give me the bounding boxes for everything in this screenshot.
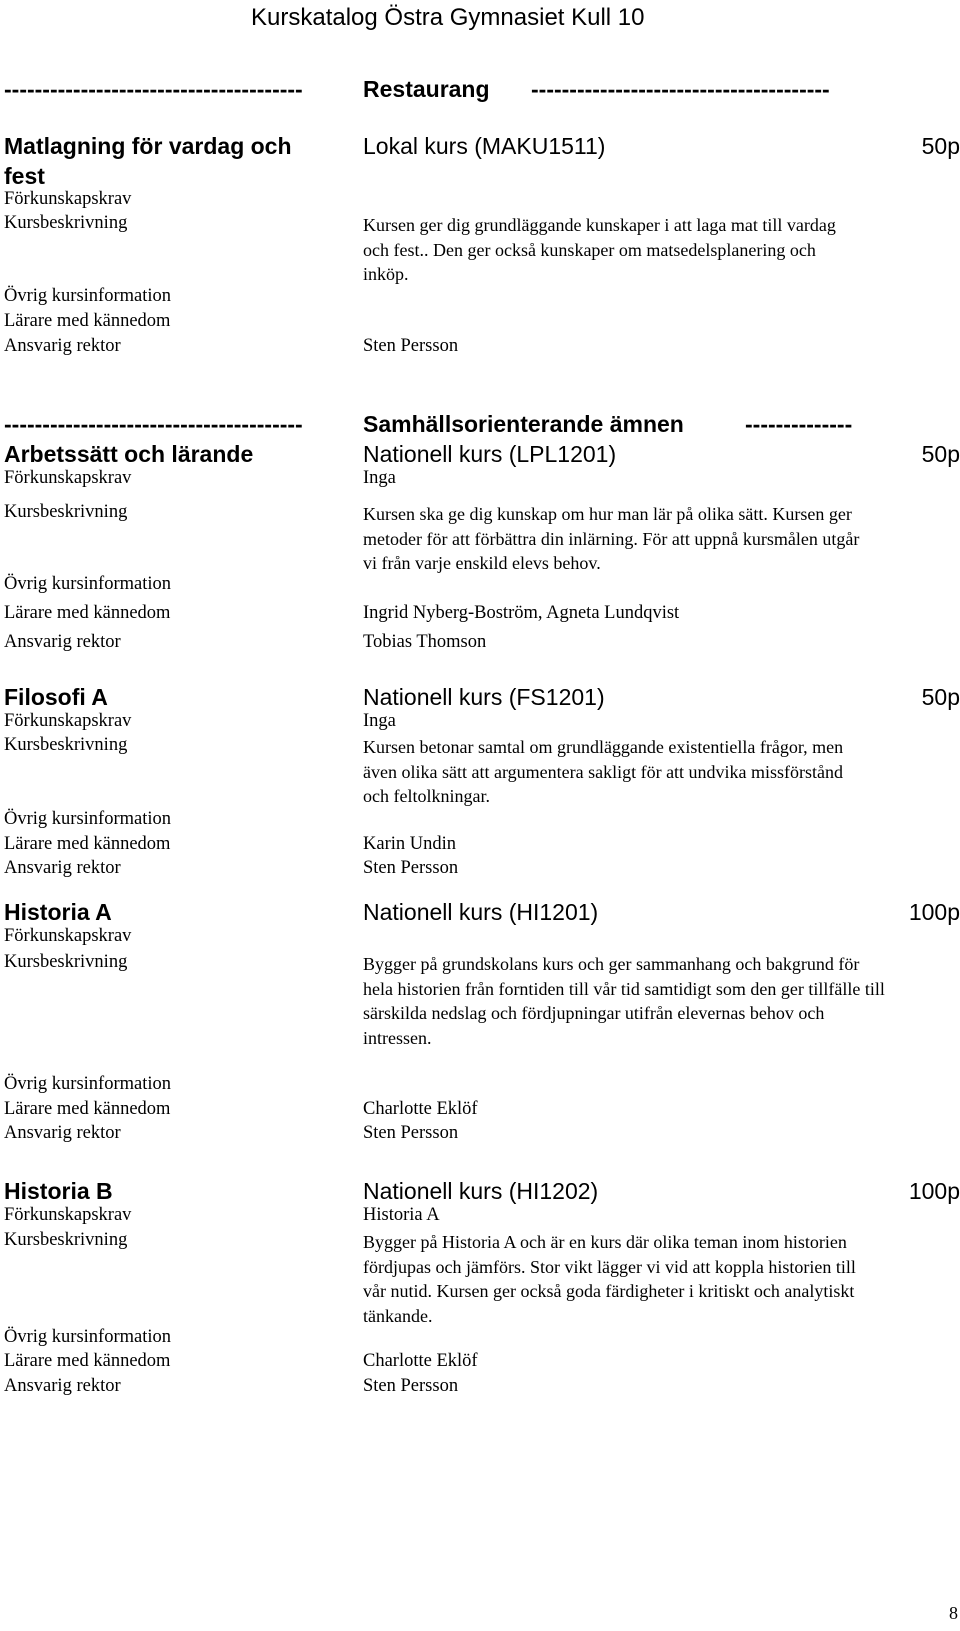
course-principal: Sten Persson [363,1376,459,1396]
course-principal: Tobias Thomson [363,632,487,652]
label-description: Kursbeskrivning [4,502,128,522]
course-principal: Sten Persson [363,858,459,878]
course-prereq: Inga [363,711,396,731]
section-title: Samhällsorienterande ämnen [363,411,684,437]
course-description: Kursen ger dig grundläggande kunskaper i att laga mat till vardag och fest.. Den ger också kunskaper om matsedelsplanering och inköp. [363,215,836,284]
label-other: Övrig kursinformation [4,1074,171,1094]
course-teachers: Ingrid Nyberg-Boström, Agneta Lundqvist [363,603,680,623]
section-dashes-right: --------------------------------------- [531,76,830,102]
label-prereq: Förkunskapskrav [4,1205,132,1225]
section-dashes-right: -------------- [745,411,853,437]
label-teachers: Lärare med kännedom [4,603,171,623]
label-other: Övrig kursinformation [4,574,171,594]
course-prereq: Inga [363,468,396,488]
course-teachers: Karin Undin [363,834,456,854]
label-teachers: Lärare med kännedom [4,311,171,331]
course-type-code: Nationell kurs (HI1201) [363,899,599,925]
course-description: Kursen betonar samtal om grundläggande existentiella frågor, men även olika sätt att argumentera sakligt för att undvika missförstånd och feltolkningar. [363,737,844,806]
course-points: 100p [908,1178,960,1204]
course-points: 100p [908,899,960,925]
section-title: Restaurang [363,76,490,102]
course-name-cont: fest [4,163,45,189]
course-name: Filosofi A [4,684,108,710]
label-other: Övrig kursinformation [4,286,171,306]
label-principal: Ansvarig rektor [4,1376,121,1396]
document-title: Kurskatalog Östra Gymnasiet Kull 10 [251,4,645,31]
label-prereq: Förkunskapskrav [4,468,132,488]
course-name: Arbetssätt och lärande [4,441,254,467]
course-name: Historia A [4,899,112,925]
label-principal: Ansvarig rektor [4,858,121,878]
section-dashes-left: --------------------------------------- [4,76,303,102]
course-type-code: Nationell kurs (FS1201) [363,684,605,710]
label-principal: Ansvarig rektor [4,632,121,652]
course-description: Bygger på grundskolans kurs och ger sammanhang och bakgrund för hela historien från forntiden till vår tid samtidigt som den ger tillfälle till särskilda nedslag och fördjupningar utifrån elevernas behov och intressen. [363,954,885,1048]
label-principal: Ansvarig rektor [4,1123,121,1143]
course-description: Kursen ska ge dig kunskap om hur man lär på olika sätt. Kursen ger metoder för att förbättra din inlärning. För att uppnå kursmålen utgår vi från varje enskild elevs behov. [363,504,860,573]
label-prereq: Förkunskapskrav [4,926,132,946]
course-teachers: Charlotte Eklöf [363,1099,478,1119]
course-points: 50p [921,441,960,467]
label-teachers: Lärare med kännedom [4,834,171,854]
course-name: Matlagning för vardag och [4,133,292,159]
label-description: Kursbeskrivning [4,735,128,755]
course-principal: Sten Persson [363,1123,459,1143]
label-prereq: Förkunskapskrav [4,189,132,209]
course-type-code: Lokal kurs (MAKU1511) [363,133,606,159]
course-points: 50p [921,684,960,710]
course-teachers: Charlotte Eklöf [363,1351,478,1371]
label-teachers: Lärare med kännedom [4,1351,171,1371]
course-type-code: Nationell kurs (LPL1201) [363,441,617,467]
label-other: Övrig kursinformation [4,1327,171,1347]
course-prereq: Historia A [363,1205,440,1225]
label-principal: Ansvarig rektor [4,336,121,356]
label-other: Övrig kursinformation [4,809,171,829]
page-number: 8 [949,1603,958,1623]
course-type-code: Nationell kurs (HI1202) [363,1178,599,1204]
course-principal: Sten Persson [363,336,459,356]
label-teachers: Lärare med kännedom [4,1099,171,1119]
course-points: 50p [921,133,960,159]
label-description: Kursbeskrivning [4,213,128,233]
label-description: Kursbeskrivning [4,1230,128,1250]
label-prereq: Förkunskapskrav [4,711,132,731]
course-name: Historia B [4,1178,113,1204]
section-dashes-left: --------------------------------------- [4,411,303,437]
course-description: Bygger på Historia A och är en kurs där olika teman inom historien fördjupas och jämförs. Stor vikt lägger vi vid att koppla historien till vår nutid. Kursen ger också goda färdigheter i kritiskt och analytiskt tänkande. [363,1232,856,1326]
label-description: Kursbeskrivning [4,952,128,972]
